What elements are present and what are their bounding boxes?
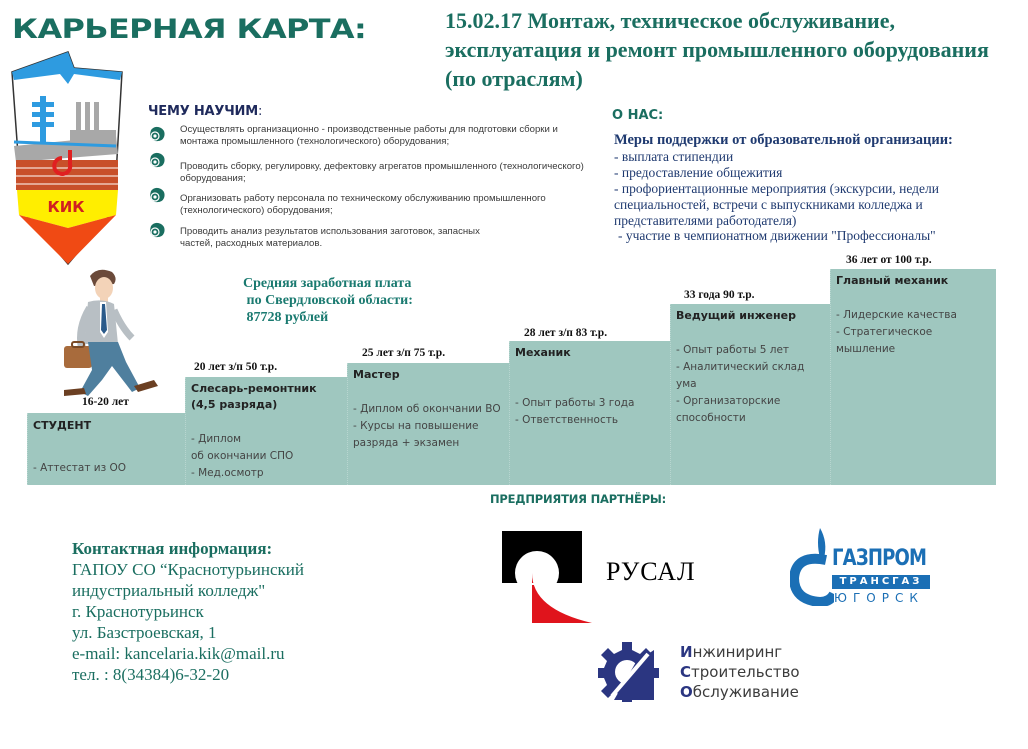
step-requirement: - Аттестат из ОО: [33, 462, 127, 474]
contact-phone: тел. : 8(34384)6-32-20: [72, 665, 230, 684]
learn-item: [148, 124, 598, 150]
gear-icon: [598, 640, 664, 702]
walking-student-illustration: [50, 268, 170, 398]
rusal-wordmark: РУСАЛ: [606, 557, 696, 586]
career-step-chief-mechanic: [830, 269, 996, 485]
step-requirement: - Лидерские качества: [836, 309, 957, 321]
page-title: КАРЬЕРНАЯ КАРТА:: [12, 14, 367, 45]
contact-email[interactable]: e-mail: kancelaria.kik@mail.ru: [72, 644, 285, 663]
learn-item-text: Проводить анализ результатов использования заготовок, запасных частей, расходных материалов.: [180, 226, 480, 249]
support-heading: Меры поддержки от образовательной организации:: [614, 132, 953, 148]
learn-heading-text: ЧЕМУ НАУЧИМ: [148, 104, 258, 119]
step-title: Ведущий инженер: [676, 309, 796, 322]
career-step-student: [27, 413, 186, 485]
contact-info: [72, 538, 304, 685]
gazprom-transgaz: ТРАНСГАЗ: [832, 575, 930, 589]
step-title: Слесарь-ремонтник (4,5 разряда): [191, 382, 317, 411]
logo-text: КИК: [47, 198, 85, 216]
contact-line: ул. Базстроевская, 1: [72, 623, 217, 642]
career-step-fitter: [185, 377, 348, 485]
career-step-mechanic: [509, 341, 671, 485]
target-bullet-icon: [148, 187, 166, 203]
iso-line: Строительство: [680, 663, 800, 681]
step-caption: 25 лет з/п 75 т.р.: [362, 347, 446, 359]
step-requirement: - Курсы на повышение разряда + экзамен: [353, 420, 479, 449]
step-caption: 36 лет от 100 т.р.: [846, 254, 932, 266]
learn-item-text: Проводить сборку, регулировку, дефектовку агрегатов промышленного (технологического) оборудования;: [180, 161, 584, 184]
step-requirement: - Мед.осмотр: [191, 467, 264, 479]
step-title: СТУДЕНТ: [33, 419, 92, 432]
rusal-emblem-icon: [502, 529, 592, 625]
iso-wordmark: [680, 642, 800, 702]
step-requirement: - Диплом об окончании ВО: [353, 403, 501, 415]
learn-item-text: Организовать работу персонала по техническому обслуживанию промышленного (технологического) оборудования;: [180, 193, 546, 216]
learn-list: [148, 124, 598, 249]
step-requirement: - Стратегическое мышление: [836, 326, 933, 355]
step-caption: 33 года 90 т.р.: [684, 289, 755, 301]
target-bullet-icon: [148, 222, 166, 238]
iso-line: Обслуживание: [680, 683, 799, 701]
average-salary: Средняя заработная плата по Свердловской области: 87728 рублей: [243, 276, 413, 325]
step-title: Механик: [515, 346, 571, 359]
step-caption: 20 лет з/п 50 т.р.: [194, 361, 278, 373]
learn-item: [148, 220, 598, 249]
support-item: - предоставление общежития: [614, 165, 783, 180]
gazprom-wordmark: ГАЗПРОМ: [832, 546, 927, 571]
college-emblem-icon: [10, 50, 132, 266]
step-caption: 28 лет з/п 83 т.р.: [524, 327, 608, 339]
career-step-lead-engineer: [670, 304, 831, 485]
step-requirement: - Опыт работы 5 лет: [676, 344, 790, 356]
step-requirement: - Опыт работы 3 года: [515, 397, 635, 409]
iso-line: Инжиниринг: [680, 643, 783, 661]
step-requirement: - Диплом: [191, 433, 242, 445]
step-requirement: об окончании СПО: [191, 450, 294, 462]
career-step-master: [347, 363, 510, 485]
contact-line: г. Краснотурьинск: [72, 602, 204, 621]
step-requirement: - Ответственность: [515, 414, 619, 426]
contact-heading: Контактная информация:: [72, 539, 273, 558]
specialty-title: 15.02.17 Монтаж, техническое обслуживание, эксплуатация и ремонт промышленного оборудования (по отраслям): [445, 8, 989, 91]
learn-heading: [148, 104, 262, 119]
target-bullet-icon: [148, 126, 166, 142]
target-bullet-icon: [148, 152, 166, 168]
about-heading: О НАС:: [612, 108, 664, 123]
step-title: Главный механик: [836, 274, 949, 287]
support-measures: [614, 132, 1024, 243]
learn-item: [148, 185, 598, 220]
support-item: - профориентационные мероприятия (экскурсии, недели специальностей, встречи с выпускниками колледжа и представителями работодателя): [614, 181, 940, 228]
support-item: - участие в чемпионатном движении "Профессионалы": [618, 228, 936, 243]
iso-logo: [598, 638, 838, 706]
support-item: - выплата стипендии: [614, 149, 734, 164]
contact-line: индустриальный колледж": [72, 581, 266, 600]
contact-line: ГАПОУ СО “Краснотурьинский: [72, 560, 305, 579]
gazprom-logo: [790, 524, 940, 609]
learn-item: [148, 150, 598, 185]
gazprom-yugorsk: ЮГОРСК: [834, 591, 924, 605]
partners-heading: ПРЕДПРИЯТИЯ ПАРТНЁРЫ:: [490, 492, 667, 506]
gazprom-flame-icon: [790, 524, 834, 606]
learn-item-text: Осуществлять организационно - производственные работы для подготовки сборки и монтажа промышленного (технологического) оборудования;: [180, 124, 558, 147]
rusal-logo: [502, 529, 712, 625]
step-caption: 16-20 лет: [82, 396, 129, 408]
step-title: Мастер: [353, 368, 400, 381]
learn-heading-colon: :: [257, 104, 263, 119]
step-requirement: - Аналитический склад ума: [676, 361, 805, 390]
step-requirement: - Организаторские способности: [676, 395, 781, 424]
